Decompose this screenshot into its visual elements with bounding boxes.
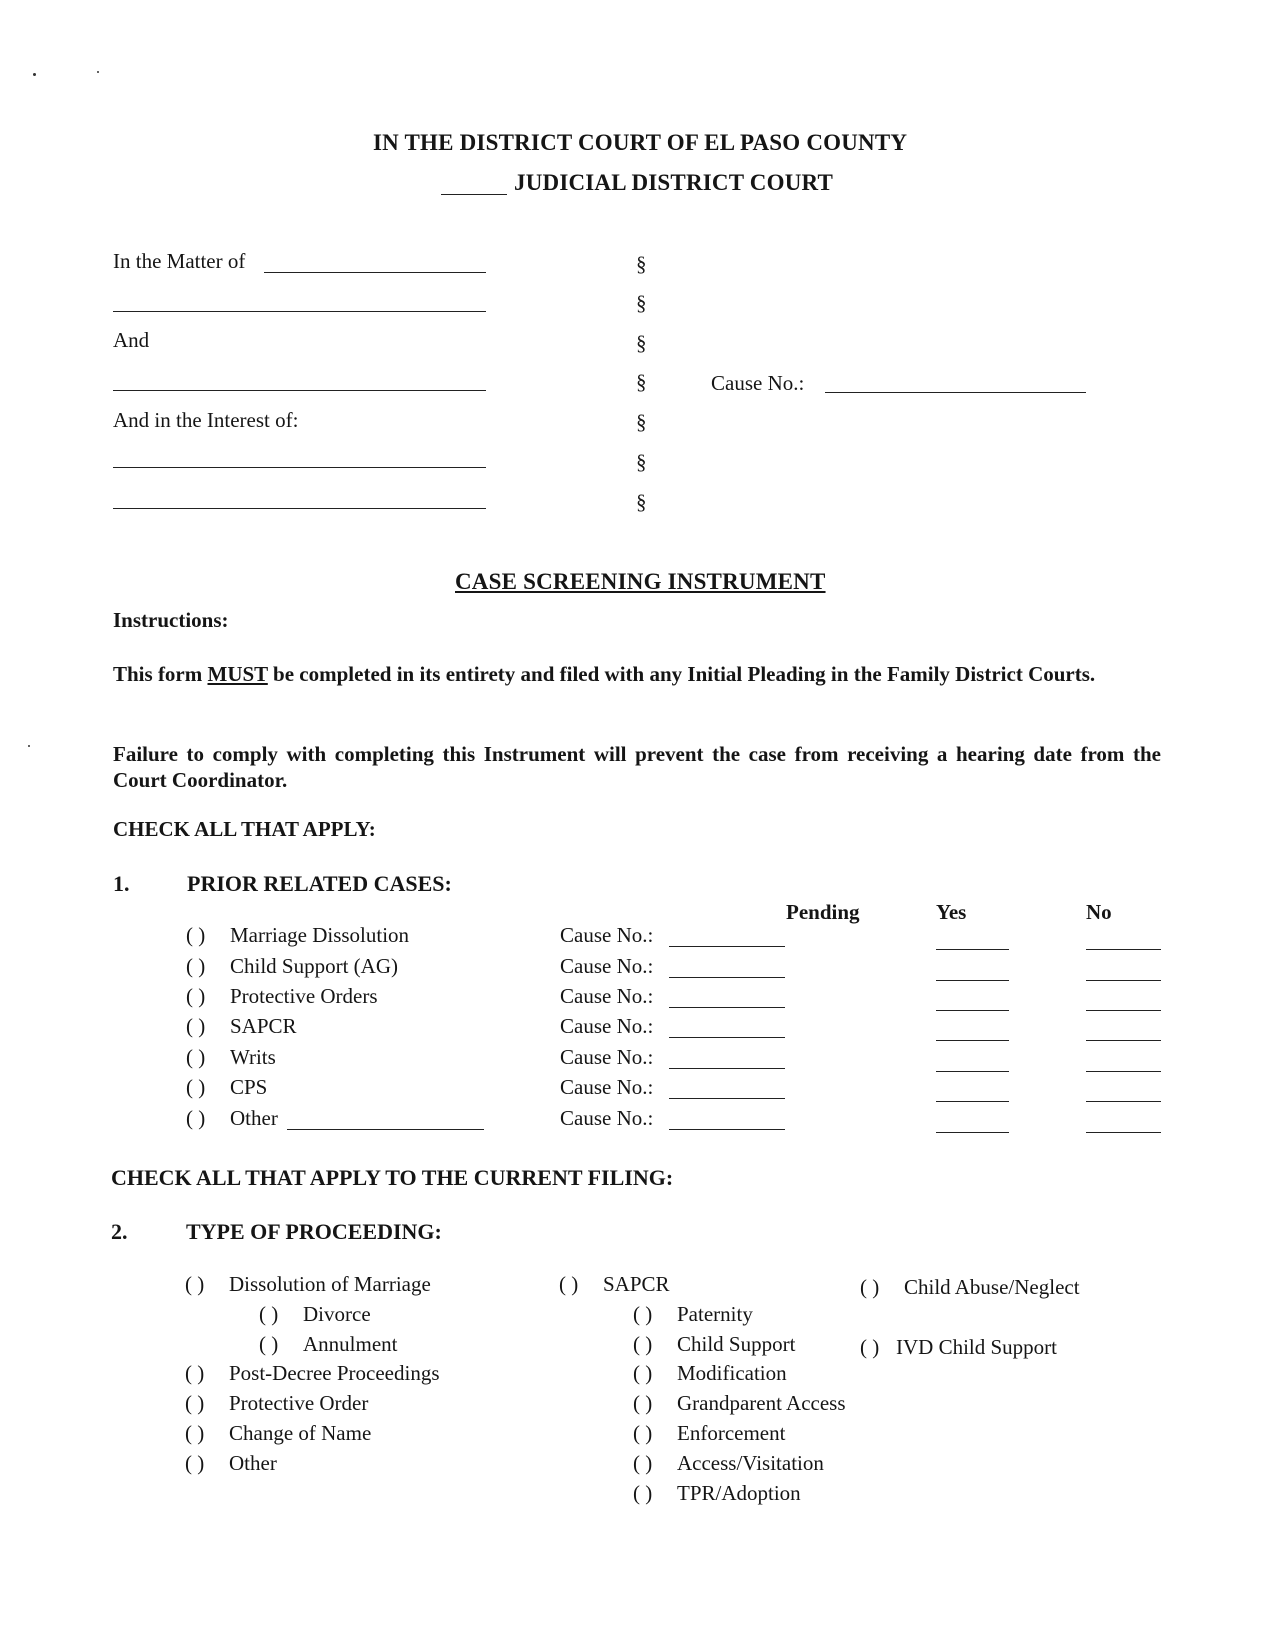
proceeding-label: TPR/Adoption: [677, 1481, 801, 1505]
prior-case-checkbox[interactable]: ( ): [186, 984, 206, 1008]
cause-number-line[interactable]: [825, 392, 1086, 393]
proceeding-checkbox[interactable]: ( ): [185, 1421, 205, 1445]
section-2-heading: TYPE OF PROCEEDING:: [186, 1219, 442, 1244]
prior-case-cause-label: Cause No.:: [560, 954, 654, 978]
prior-case-cause-line[interactable]: [669, 1098, 785, 1099]
instruction-paragraph-2: Failure to comply with completing this Instrument will prevent the case from receiving a hearing date from the Court Coordinator.: [113, 742, 1161, 792]
proceeding-checkbox[interactable]: ( ): [633, 1451, 653, 1475]
prior-case-no-line[interactable]: [1086, 980, 1161, 981]
proceeding-checkbox[interactable]: ( ): [259, 1302, 279, 1326]
prior-case-yes-line[interactable]: [936, 1040, 1009, 1041]
instructions-label: Instructions:: [113, 608, 229, 632]
prior-case-cause-line[interactable]: [669, 977, 785, 978]
prior-case-no-line[interactable]: [1086, 1132, 1161, 1133]
prior-case-checkbox[interactable]: ( ): [186, 1045, 206, 1069]
instruction-paragraph-1: This form MUST be completed in its entirety and filed with any Initial Pleading in the Family District Courts.: [113, 662, 1096, 686]
prior-case-checkbox[interactable]: ( ): [186, 1075, 206, 1099]
proceeding-checkbox[interactable]: ( ): [633, 1391, 653, 1415]
section-symbol: §: [636, 252, 647, 276]
other-case-line[interactable]: [287, 1129, 484, 1130]
prior-case-no-line[interactable]: [1086, 1101, 1161, 1102]
matter-label: In the Matter of: [113, 249, 246, 273]
prior-case-yes-line[interactable]: [936, 1010, 1009, 1011]
prior-case-checkbox[interactable]: ( ): [186, 1106, 206, 1130]
prior-case-no-line[interactable]: [1086, 1010, 1161, 1011]
prior-case-cause-label: Cause No.:: [560, 1106, 654, 1130]
prior-case-checkbox[interactable]: ( ): [186, 954, 206, 978]
and-field-line[interactable]: [113, 390, 486, 391]
proceeding-checkbox[interactable]: ( ): [633, 1361, 653, 1385]
prior-case-cause-line[interactable]: [669, 946, 785, 947]
col-pending: Pending: [786, 900, 860, 924]
proceeding-label: Post-Decree Proceedings: [229, 1361, 440, 1385]
proceeding-checkbox[interactable]: ( ): [185, 1391, 205, 1415]
prior-case-cause-label: Cause No.:: [560, 1075, 654, 1099]
section-symbol: §: [636, 331, 647, 355]
district-number-line[interactable]: [441, 194, 507, 195]
proceeding-checkbox[interactable]: ( ): [633, 1481, 653, 1505]
proceeding-checkbox[interactable]: ( ): [860, 1275, 880, 1299]
court-subtitle: JUDICIAL DISTRICT COURT: [514, 170, 834, 195]
current-filing-heading: CHECK ALL THAT APPLY TO THE CURRENT FILING:: [111, 1165, 674, 1190]
prior-case-cause-line[interactable]: [669, 1129, 785, 1130]
prior-case-checkbox[interactable]: ( ): [186, 1014, 206, 1038]
prior-case-label: Writs: [230, 1045, 276, 1069]
prior-case-no-line[interactable]: [1086, 1040, 1161, 1041]
prior-case-yes-line[interactable]: [936, 1101, 1009, 1102]
section-symbol: §: [636, 490, 647, 514]
proceeding-label: Change of Name: [229, 1421, 372, 1445]
proceeding-label: Access/Visitation: [677, 1451, 824, 1475]
prior-case-label: Child Support (AG): [230, 954, 398, 978]
proceeding-checkbox[interactable]: ( ): [185, 1451, 205, 1475]
interest-label: And in the Interest of:: [113, 408, 299, 432]
col-no: No: [1086, 900, 1112, 924]
proceeding-checkbox[interactable]: ( ): [185, 1361, 205, 1385]
prior-case-label: SAPCR: [230, 1014, 297, 1038]
proceeding-label: Protective Order: [229, 1391, 369, 1415]
prior-case-cause-label: Cause No.:: [560, 984, 654, 1008]
prior-case-label: Marriage Dissolution: [230, 923, 410, 947]
proceeding-label-sapcr: SAPCR: [603, 1272, 670, 1296]
proceeding-label: Child Abuse/Neglect: [904, 1275, 1080, 1299]
section-2-number: 2.: [111, 1219, 128, 1244]
prior-case-cause-line[interactable]: [669, 1037, 785, 1038]
section-symbol: §: [636, 370, 647, 394]
prior-case-cause-label: Cause No.:: [560, 923, 654, 947]
prior-case-label: CPS: [230, 1075, 268, 1099]
section-symbol: §: [636, 450, 647, 474]
prior-case-cause-label: Cause No.:: [560, 1014, 654, 1038]
prior-case-yes-line[interactable]: [936, 980, 1009, 981]
prior-case-cause-line[interactable]: [669, 1007, 785, 1008]
prior-case-no-line[interactable]: [1086, 1071, 1161, 1072]
interest-field-line-2[interactable]: [113, 508, 486, 509]
proceeding-label: IVD Child Support: [896, 1335, 1058, 1359]
proceeding-checkbox[interactable]: ( ): [860, 1335, 880, 1359]
proceeding-checkbox[interactable]: ( ): [259, 1332, 279, 1356]
prior-case-yes-line[interactable]: [936, 1071, 1009, 1072]
col-yes: Yes: [936, 900, 967, 924]
prior-case-yes-line[interactable]: [936, 949, 1009, 950]
proceeding-checkbox[interactable]: ( ): [559, 1272, 579, 1296]
prior-case-cause-line[interactable]: [669, 1068, 785, 1069]
and-label: And: [113, 328, 150, 352]
prior-case-yes-line[interactable]: [936, 1132, 1009, 1133]
proceeding-label: Child Support: [677, 1332, 796, 1356]
matter-field-line[interactable]: [264, 272, 486, 273]
matter-field-line-2[interactable]: [113, 311, 486, 312]
form-title: CASE SCREENING INSTRUMENT: [455, 569, 826, 594]
proceeding-label: Paternity: [677, 1302, 753, 1326]
proceeding-label: Modification: [677, 1361, 787, 1385]
proceeding-checkbox[interactable]: ( ): [633, 1332, 653, 1356]
proceeding-label: Divorce: [303, 1302, 371, 1326]
scan-speck: [97, 71, 99, 73]
prior-case-no-line[interactable]: [1086, 949, 1161, 950]
proceeding-label: Grandparent Access: [677, 1391, 846, 1415]
prior-case-cause-label: Cause No.:: [560, 1045, 654, 1069]
proceeding-checkbox[interactable]: ( ): [633, 1421, 653, 1445]
section-symbol: §: [636, 291, 647, 315]
proceeding-label: Annulment: [303, 1332, 398, 1356]
proceeding-label: Enforcement: [677, 1421, 786, 1445]
section-1-number: 1.: [113, 871, 130, 896]
section-1-heading: PRIOR RELATED CASES:: [187, 871, 452, 896]
section-symbol: §: [636, 410, 647, 434]
prior-case-checkbox[interactable]: ( ): [186, 923, 206, 947]
proceeding-checkbox[interactable]: ( ): [633, 1302, 653, 1326]
interest-field-line-1[interactable]: [113, 467, 486, 468]
proceeding-label: Other: [229, 1451, 277, 1475]
scan-speck: [33, 73, 36, 76]
cause-number-label: Cause No.:: [711, 371, 805, 395]
scan-speck: [28, 745, 30, 747]
proceeding-label: Dissolution of Marriage: [229, 1272, 431, 1296]
court-title: IN THE DISTRICT COURT OF EL PASO COUNTY: [373, 130, 908, 155]
prior-case-label: Other: [230, 1106, 278, 1130]
prior-case-label: Protective Orders: [230, 984, 378, 1008]
proceeding-checkbox[interactable]: ( ): [185, 1272, 205, 1296]
check-all-heading: CHECK ALL THAT APPLY:: [113, 817, 376, 841]
